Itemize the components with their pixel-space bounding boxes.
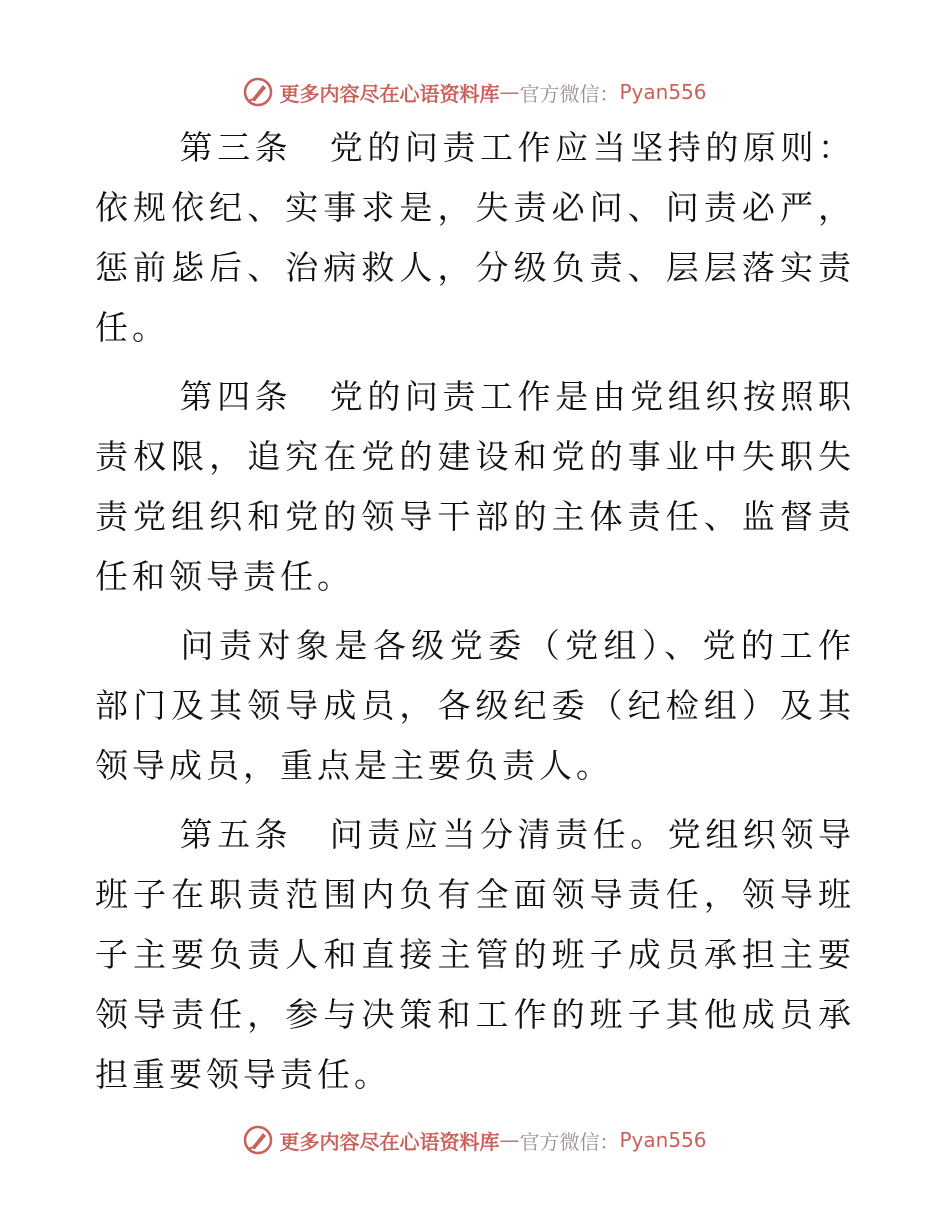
watermark-id: Pyan556 bbox=[619, 80, 707, 104]
quill-logo-icon bbox=[243, 77, 273, 107]
watermark-lead: 更多内容尽在心语资料库 bbox=[279, 1129, 500, 1154]
watermark-lead: 更多内容尽在心语资料库 bbox=[279, 81, 500, 106]
watermark-official: 官方微信： bbox=[519, 1129, 620, 1154]
footer-watermark bbox=[0, 1120, 950, 1160]
paragraph-article-3 bbox=[95, 118, 855, 358]
paragraph-accountability-targets bbox=[95, 616, 855, 796]
watermark-official: 官方微信： bbox=[519, 81, 620, 106]
watermark-id: Pyan556 bbox=[619, 1128, 707, 1152]
paragraph-article-5 bbox=[95, 805, 855, 1105]
watermark-dash: — bbox=[499, 1128, 520, 1152]
document-body bbox=[95, 118, 855, 1105]
paragraph-text: 第三条 党的问责工作应当坚持的原则：依规依纪、实事求是，失责必问、问责必严，惩前毖后、治病救人，分级负责、层层落实责任。 bbox=[95, 128, 855, 347]
paragraph-article-4 bbox=[95, 367, 855, 607]
paragraph-text: 第五条 问责应当分清责任。党组织领导班子在职责范围内负有全面领导责任，领导班子主要负责人和直接主管的班子成员承担主要领导责任，参与决策和工作的班子其他成员承担重要领导责任。 bbox=[95, 815, 855, 1094]
paragraph-text: 第四条 党的问责工作是由党组织按照职责权限，追究在党的建设和党的事业中失职失责党组织和党的领导干部的主体责任、监督责任和领导责任。 bbox=[95, 377, 855, 596]
header-watermark bbox=[0, 72, 950, 112]
quill-logo-icon bbox=[243, 1125, 273, 1155]
watermark-dash: — bbox=[499, 80, 520, 104]
paragraph-text: 问责对象是各级党委（党组）、党的工作部门及其领导成员，各级纪委（纪检组）及其领导成员，重点是主要负责人。 bbox=[95, 626, 855, 785]
